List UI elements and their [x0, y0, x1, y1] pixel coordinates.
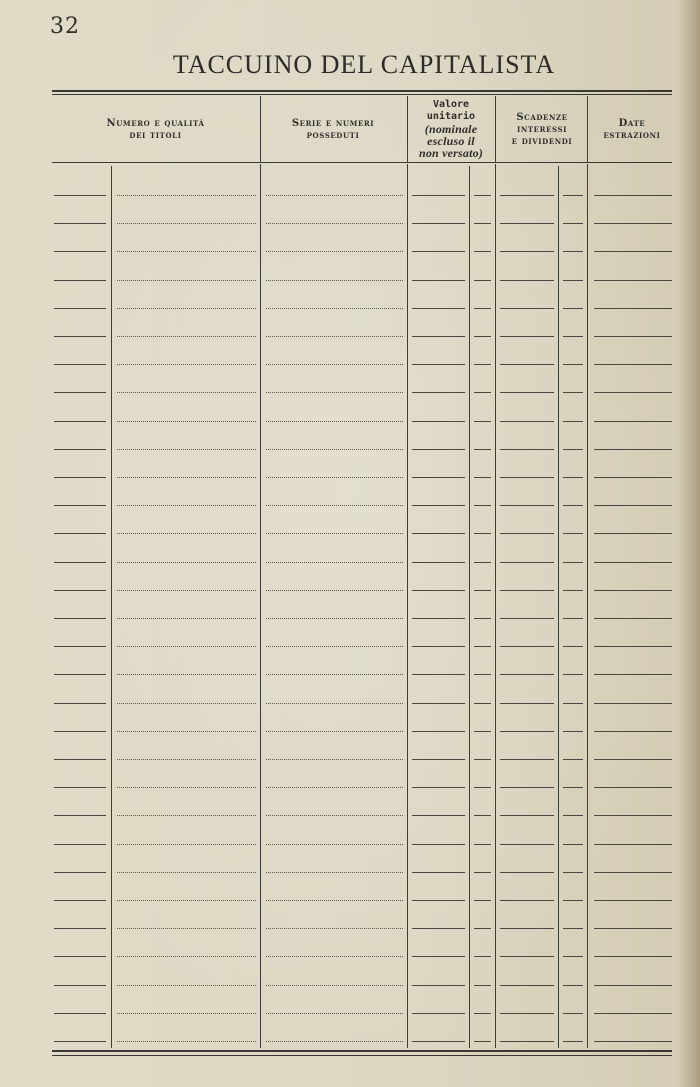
ledger-row-line [474, 1013, 491, 1014]
ledger-row-line [117, 364, 256, 365]
ledger-row-line [474, 421, 491, 422]
ledger-row-line [500, 280, 554, 281]
ledger-row-line [594, 280, 672, 281]
ledger-row-line [412, 674, 465, 675]
ledger-row-line [54, 392, 106, 393]
ledger-row-line [500, 590, 554, 591]
ledger-row-line [563, 815, 583, 816]
ledger-row-line [266, 703, 403, 704]
ledger-row-line [594, 308, 672, 309]
footer-rule [52, 1050, 672, 1052]
ledger-row-line [594, 449, 672, 450]
column-header-numero-qualita-line2: dei titoli [129, 130, 182, 141]
ledger-row-line [563, 844, 583, 845]
ledger-row-line [500, 562, 554, 563]
header-top-rule-secondary [52, 94, 672, 95]
ledger-row-line [474, 759, 491, 760]
ledger-row-line [266, 449, 403, 450]
page-title: TACCUINO DEL CAPITALISTA [172, 50, 556, 79]
ledger-row-line [474, 787, 491, 788]
ledger-row-line [474, 477, 491, 478]
column-header-serie-numeri-line1: Serie e numeri [291, 118, 375, 129]
ledger-row-line [474, 251, 491, 252]
ledger-row-line [474, 590, 491, 591]
ledger-row-line [412, 195, 465, 196]
ledger-row-line [500, 533, 554, 534]
column-header-scadenze-line2: interessi [516, 124, 567, 135]
ledger-row-line [54, 900, 106, 901]
column-header-serie-numeri-line2: posseduti [306, 130, 360, 141]
ledger-row-line [54, 477, 106, 478]
ledger-row-line [54, 336, 106, 337]
body-divider-valore-cents [469, 166, 470, 1048]
ledger-row-line [412, 251, 465, 252]
ledger-row-line [563, 872, 583, 873]
ledger-row-line [474, 872, 491, 873]
ledger-row-line [594, 505, 672, 506]
ledger-row-line [54, 308, 106, 309]
ledger-row-line [594, 956, 672, 957]
ledger-row-line [412, 590, 465, 591]
column-header-date [589, 100, 675, 160]
ledger-row-line [500, 731, 554, 732]
ledger-row-line [412, 364, 465, 365]
ledger-row-line [563, 449, 583, 450]
ledger-row-line [474, 364, 491, 365]
ledger-row-line [474, 280, 491, 281]
header-divider-1 [260, 96, 261, 162]
ledger-row-line [563, 985, 583, 986]
ledger-row-line [563, 759, 583, 760]
ledger-row-line [117, 928, 256, 929]
ledger-row-line [594, 674, 672, 675]
ledger-row-line [266, 1041, 403, 1042]
ledger-row-line [117, 844, 256, 845]
ledger-row-line [54, 195, 106, 196]
ledger-row-line [412, 731, 465, 732]
body-divider-titoli [111, 166, 112, 1048]
column-header-numero-qualita [52, 100, 259, 160]
ledger-row-line [594, 618, 672, 619]
ledger-row-line [117, 223, 256, 224]
ledger-row-line [266, 1013, 403, 1014]
ledger-row-line [266, 533, 403, 534]
ledger-row-line [474, 195, 491, 196]
ledger-row-line [594, 703, 672, 704]
ledger-row-line [594, 787, 672, 788]
ledger-row-line [563, 421, 583, 422]
ledger-row-line [266, 731, 403, 732]
ledger-row-line [500, 844, 554, 845]
ledger-row-line [54, 251, 106, 252]
ledger-row-line [474, 533, 491, 534]
ledger-row-line [474, 900, 491, 901]
ledger-row-line [563, 703, 583, 704]
ledger-row-line [474, 1041, 491, 1042]
ledger-row-line [54, 533, 106, 534]
ledger-row-line [117, 900, 256, 901]
ledger-row-line [474, 674, 491, 675]
ledger-row-line [500, 392, 554, 393]
ledger-row-line [266, 251, 403, 252]
ledger-row-line [117, 336, 256, 337]
page-edge-shadow [678, 0, 700, 1087]
ledger-row-line [500, 759, 554, 760]
column-header-scadenze [496, 100, 588, 160]
ledger-row-line [474, 618, 491, 619]
header-divider-2 [407, 96, 408, 162]
ledger-row-line [54, 364, 106, 365]
ledger-row-line [563, 787, 583, 788]
ledger-row-line [117, 759, 256, 760]
ledger-row-line [412, 562, 465, 563]
ledger-row-line [563, 364, 583, 365]
header-divider-3 [495, 96, 496, 162]
ledger-row-line [266, 223, 403, 224]
ledger-row-line [266, 421, 403, 422]
ledger-row-line [500, 308, 554, 309]
ledger-row-line [500, 449, 554, 450]
ledger-row-line [594, 336, 672, 337]
ledger-row-line [54, 985, 106, 986]
ledger-row-line [563, 280, 583, 281]
ledger-row-line [594, 759, 672, 760]
ledger-row-line [500, 251, 554, 252]
ledger-row-line [412, 477, 465, 478]
ledger-row-line [500, 1041, 554, 1042]
ledger-row-line [117, 618, 256, 619]
ledger-row-line [500, 336, 554, 337]
ledger-row-line [594, 1041, 672, 1042]
column-header-valore-line1: Valore unitario [426, 99, 476, 122]
ledger-row-line [474, 223, 491, 224]
column-header-valore-line4: non versato) [418, 146, 484, 160]
ledger-row-line [563, 392, 583, 393]
ledger-row-line [54, 844, 106, 845]
ledger-row-line [266, 618, 403, 619]
ledger-row-line [474, 562, 491, 563]
body-divider-scadenze-inner [558, 166, 559, 1048]
ledger-row-line [500, 1013, 554, 1014]
ledger-row-line [500, 815, 554, 816]
ledger-row-line [54, 562, 106, 563]
ledger-row-line [474, 844, 491, 845]
ledger-row-line [54, 223, 106, 224]
ledger-row-line [474, 392, 491, 393]
ledger-row-line [594, 392, 672, 393]
ledger-row-line [594, 533, 672, 534]
ledger-row-line [54, 505, 106, 506]
ledger-row-line [594, 223, 672, 224]
ledger-row-line [266, 646, 403, 647]
ledger-row-line [594, 646, 672, 647]
ledger-row-line [266, 364, 403, 365]
ledger-row-line [266, 900, 403, 901]
column-header-date-line1: Date [618, 118, 646, 129]
ledger-row-line [594, 421, 672, 422]
ledger-row-line [117, 308, 256, 309]
ledger-row-line [117, 787, 256, 788]
ledger-row-line [412, 280, 465, 281]
ledger-row-line [266, 336, 403, 337]
column-header-valore-unitario [407, 98, 495, 160]
ledger-row-line [563, 956, 583, 957]
ledger-row-line [500, 928, 554, 929]
ledger-row-line [563, 505, 583, 506]
ledger-row-line [266, 787, 403, 788]
ledger-row-line [266, 505, 403, 506]
ledger-row-line [500, 618, 554, 619]
ledger-row-line [117, 195, 256, 196]
ledger-row-line [54, 872, 106, 873]
ledger-row-line [266, 815, 403, 816]
ledger-row-line [117, 646, 256, 647]
ledger-row-line [594, 928, 672, 929]
ledger-row-line [54, 449, 106, 450]
ledger-row-line [500, 421, 554, 422]
ledger-row-line [266, 844, 403, 845]
ledger-row-line [117, 872, 256, 873]
ledger-row-line [54, 956, 106, 957]
ledger-row-line [54, 280, 106, 281]
ledger-row-line [474, 928, 491, 929]
ledger-row-line [266, 392, 403, 393]
ledger-row-line [500, 223, 554, 224]
ledger-row-line [594, 477, 672, 478]
ledger-row-line [54, 787, 106, 788]
ledger-row-line [500, 787, 554, 788]
ledger-row-line [594, 731, 672, 732]
ledger-row-line [474, 646, 491, 647]
ledger-row-line [412, 956, 465, 957]
ledger-row-line [594, 562, 672, 563]
ledger-row-line [266, 195, 403, 196]
ledger-row-line [412, 618, 465, 619]
ledger-row-line [563, 618, 583, 619]
ledger-row-line [594, 844, 672, 845]
ledger-row-line [412, 900, 465, 901]
ledger-row-line [117, 280, 256, 281]
ledger-row-line [594, 195, 672, 196]
ledger-row-line [117, 533, 256, 534]
ledger-row-line [500, 505, 554, 506]
ledger-row-line [563, 223, 583, 224]
ledger-row-line [117, 731, 256, 732]
ledger-row-line [500, 364, 554, 365]
ledger-row-line [594, 251, 672, 252]
ledger-row-line [412, 815, 465, 816]
ledger-row-line [500, 900, 554, 901]
ledger-row-line [500, 477, 554, 478]
ledger-row-line [474, 985, 491, 986]
column-header-scadenze-line1: Scadenze [516, 112, 568, 123]
ledger-row-line [500, 646, 554, 647]
footer-rule-secondary [52, 1055, 672, 1056]
ledger-row-line [117, 1041, 256, 1042]
ledger-row-line [563, 477, 583, 478]
ledger-row-line [412, 703, 465, 704]
ledger-row-line [500, 674, 554, 675]
ledger-row-line [594, 985, 672, 986]
ledger-row-line [412, 533, 465, 534]
column-header-numero-qualita-line1: Numero e qualità [106, 118, 205, 129]
ledger-row-line [412, 787, 465, 788]
ledger-row-line [474, 731, 491, 732]
ledger-row-line [563, 308, 583, 309]
ledger-row-line [412, 421, 465, 422]
ledger-row-line [412, 928, 465, 929]
ledger-row-line [412, 872, 465, 873]
ledger-row-line [412, 759, 465, 760]
ledger-row-line [563, 1013, 583, 1014]
ledger-row-line [412, 985, 465, 986]
ledger-row-line [563, 928, 583, 929]
ledger-row-line [117, 590, 256, 591]
ledger-row-line [266, 956, 403, 957]
ledger-row-line [117, 251, 256, 252]
ledger-row-line [594, 364, 672, 365]
ledger-row-line [266, 280, 403, 281]
ledger-row-line [474, 308, 491, 309]
ledger-row-line [266, 985, 403, 986]
ledger-row-line [563, 731, 583, 732]
ledger-row-line [594, 900, 672, 901]
ledger-row-line [563, 195, 583, 196]
ledger-row-line [412, 505, 465, 506]
ledger-row-line [117, 449, 256, 450]
column-header-valore-line2: (nominale [424, 122, 478, 136]
ledger-row-line [412, 392, 465, 393]
ledger-row-line [266, 562, 403, 563]
body-divider-scadenze [495, 164, 496, 1048]
ledger-row-line [266, 872, 403, 873]
header-divider-4 [587, 96, 588, 162]
ledger-row-line [412, 308, 465, 309]
ledger-row-line [54, 703, 106, 704]
ledger-row-line [412, 646, 465, 647]
ledger-row-line [117, 815, 256, 816]
ledger-row-line [474, 956, 491, 957]
ledger-row-line [563, 674, 583, 675]
body-divider-serie [260, 164, 261, 1048]
ledger-row-line [412, 336, 465, 337]
ledger-row-line [266, 477, 403, 478]
ledger-row-line [54, 1041, 106, 1042]
ledger-row-line [594, 815, 672, 816]
ledger-row-line [117, 562, 256, 563]
ledger-row-line [54, 759, 106, 760]
body-divider-date [587, 164, 588, 1048]
ledger-row-line [474, 815, 491, 816]
ledger-row-line [474, 449, 491, 450]
header-top-rule [52, 90, 672, 92]
ledger-row-line [54, 618, 106, 619]
ledger-row-line [117, 421, 256, 422]
ledger-row-line [563, 1041, 583, 1042]
ledger-row-line [54, 815, 106, 816]
ledger-row-line [266, 308, 403, 309]
ledger-row-line [500, 703, 554, 704]
ledger-row-line [412, 223, 465, 224]
ledger-row-line [117, 1013, 256, 1014]
ledger-row-line [117, 703, 256, 704]
ledger-row-line [563, 562, 583, 563]
ledger-row-line [54, 590, 106, 591]
ledger-row-line [412, 1013, 465, 1014]
column-header-valore-line3: escluso il [427, 134, 475, 148]
ledger-row-line [266, 759, 403, 760]
ledger-row-line [594, 1013, 672, 1014]
ledger-row-line [54, 646, 106, 647]
ledger-row-line [117, 985, 256, 986]
column-header-serie-numeri [260, 100, 406, 160]
column-header-scadenze-line3: e dividendi [511, 136, 573, 147]
ledger-row-line [266, 674, 403, 675]
ledger-row-line [563, 646, 583, 647]
ledger-row-line [500, 956, 554, 957]
ledger-row-line [266, 928, 403, 929]
ledger-row-line [117, 956, 256, 957]
ledger-row-line [563, 251, 583, 252]
ledger-row-line [563, 533, 583, 534]
ledger-row-line [500, 195, 554, 196]
ledger-row-line [563, 336, 583, 337]
column-header-date-line2: estrazioni [603, 130, 661, 141]
ledger-row-line [54, 1013, 106, 1014]
ledger-row-line [117, 477, 256, 478]
header-bottom-rule [52, 162, 672, 163]
body-divider-valore [407, 164, 408, 1048]
ledger-row-line [563, 900, 583, 901]
ledger-row-line [500, 872, 554, 873]
ledger-row-line [563, 590, 583, 591]
page-number: 32 [50, 14, 80, 39]
ledger-row-line [54, 421, 106, 422]
ledger-row-line [500, 985, 554, 986]
ledger-row-line [54, 674, 106, 675]
ledger-row-line [594, 872, 672, 873]
ledger-row-line [594, 590, 672, 591]
ledger-row-line [474, 336, 491, 337]
ledger-row-line [412, 1041, 465, 1042]
ledger-row-line [54, 928, 106, 929]
ledger-row-line [54, 731, 106, 732]
ledger-row-line [117, 505, 256, 506]
ledger-row-line [474, 505, 491, 506]
ledger-row-line [412, 844, 465, 845]
ledger-row-line [117, 392, 256, 393]
ledger-row-line [412, 449, 465, 450]
ledger-row-line [474, 703, 491, 704]
ledger-row-line [266, 590, 403, 591]
ledger-row-line [117, 674, 256, 675]
